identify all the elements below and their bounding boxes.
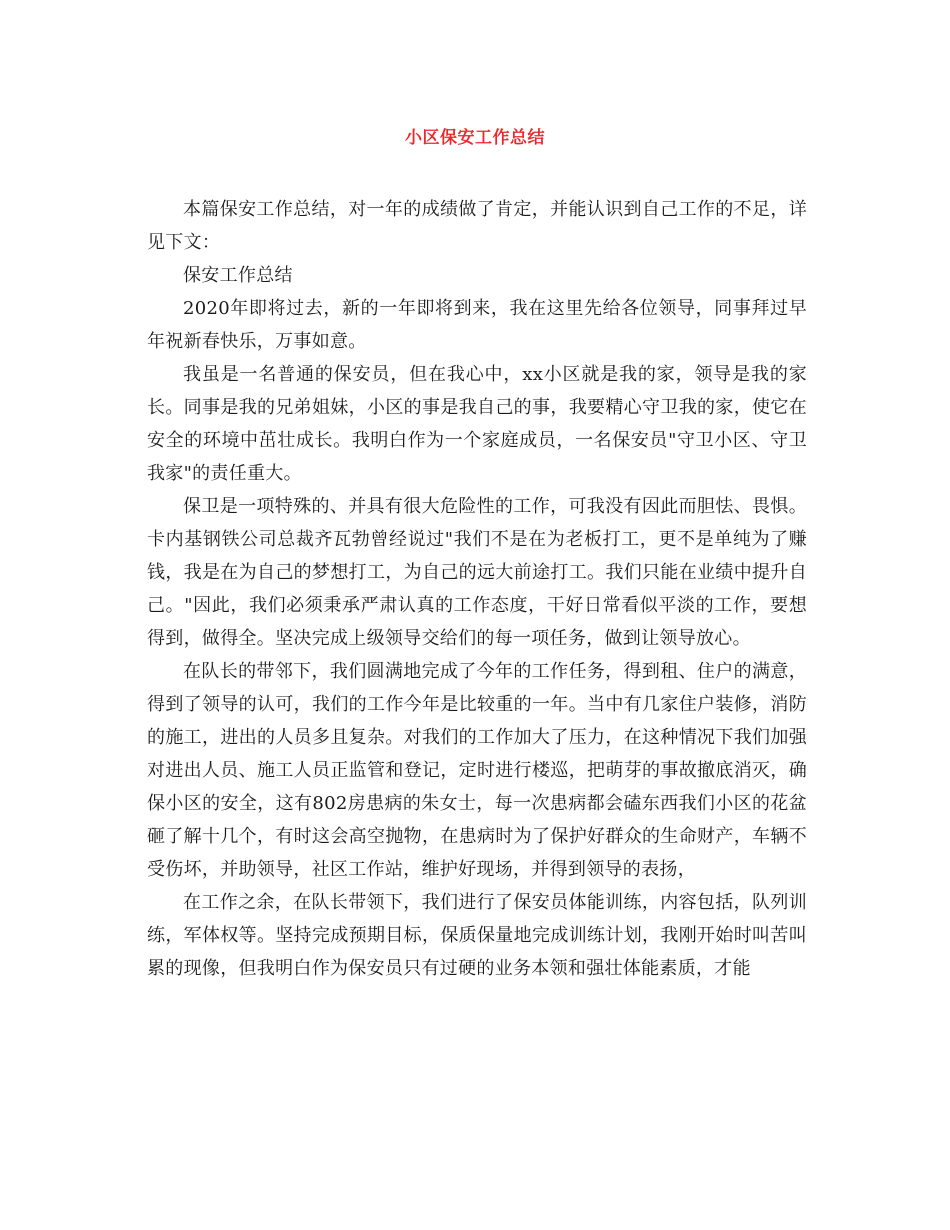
paragraph-intro: 本篇保安工作总结，对一年的成绩做了肯定，并能认识到自己工作的不足，详见下文： <box>147 199 807 253</box>
paragraph-subtitle: 保安工作总结 <box>183 265 293 286</box>
paragraph-home: 我虽是一名普通的保安员，但在我心中，xx小区就是我的家，领导是我的家长。同事是我的兄弟姐妹，小区的事是我自己的事，我要精心守卫我的家，使它在安全的环境中茁壮成长。我明白作为一个家庭成员，一名保安员"守卫小区、守卫我家"的责任重大。 <box>147 364 807 484</box>
paragraph-training: 在工作之余，在队长带领下，我们进行了保安员体能训练，内容包括，队列训练，军体权等。坚持完成预期目标，保质保量地完成训练计划，我刚开始时叫苦叫累的现像，但我明白作为保安员只有过硬的业务本领和强壮体能素质，才能 <box>147 892 807 979</box>
paragraph-duty: 保卫是一项特殊的、并具有很大危险性的工作，可我没有因此而胆怯、畏惧。卡内基钢铁公司总裁齐瓦勃曾经说过"我们不是在为老板打工，更不是单纯为了赚钱，我是在为自己的梦想打工，为自己的远大前途打工。我们只能在业绩中提升自己。"因此，我们必须秉承严肃认真的工作态度，干好日常看似平淡的工作，要想得到，做得全。坚决完成上级领导交给们的每一项任务，做到让领导放心。 <box>147 496 807 649</box>
document-body <box>147 193 807 985</box>
paragraph-greeting: 2020年即将过去，新的一年即将到来，我在这里先给各位领导，同事拜过早年祝新春快乐，万事如意。 <box>147 298 807 352</box>
paragraph-achievements: 在队长的带邻下，我们圆满地完成了今年的工作任务，得到租、住户的满意，得到了领导的认可，我们的工作今年是比较重的一年。当中有几家住户装修，消防的施工，进出的人员多且复杂。对我们的工作加大了压力，在这种情况下我们加强对进出人员、施工人员正监管和登记，定时进行楼巡，把萌芽的事故撤底消灭，确保小区的安全，这有802房患病的朱女士，每一次患病都会磕东西我们小区的花盆砸了解十几个，有时这会高空抛物，在患病时为了保护好群众的生命财产，车辆不受伤坏，并助领导，社区工作站，维护好现场，并得到领导的表扬， <box>147 661 807 880</box>
document-title: 小区保安工作总结 <box>405 128 545 148</box>
